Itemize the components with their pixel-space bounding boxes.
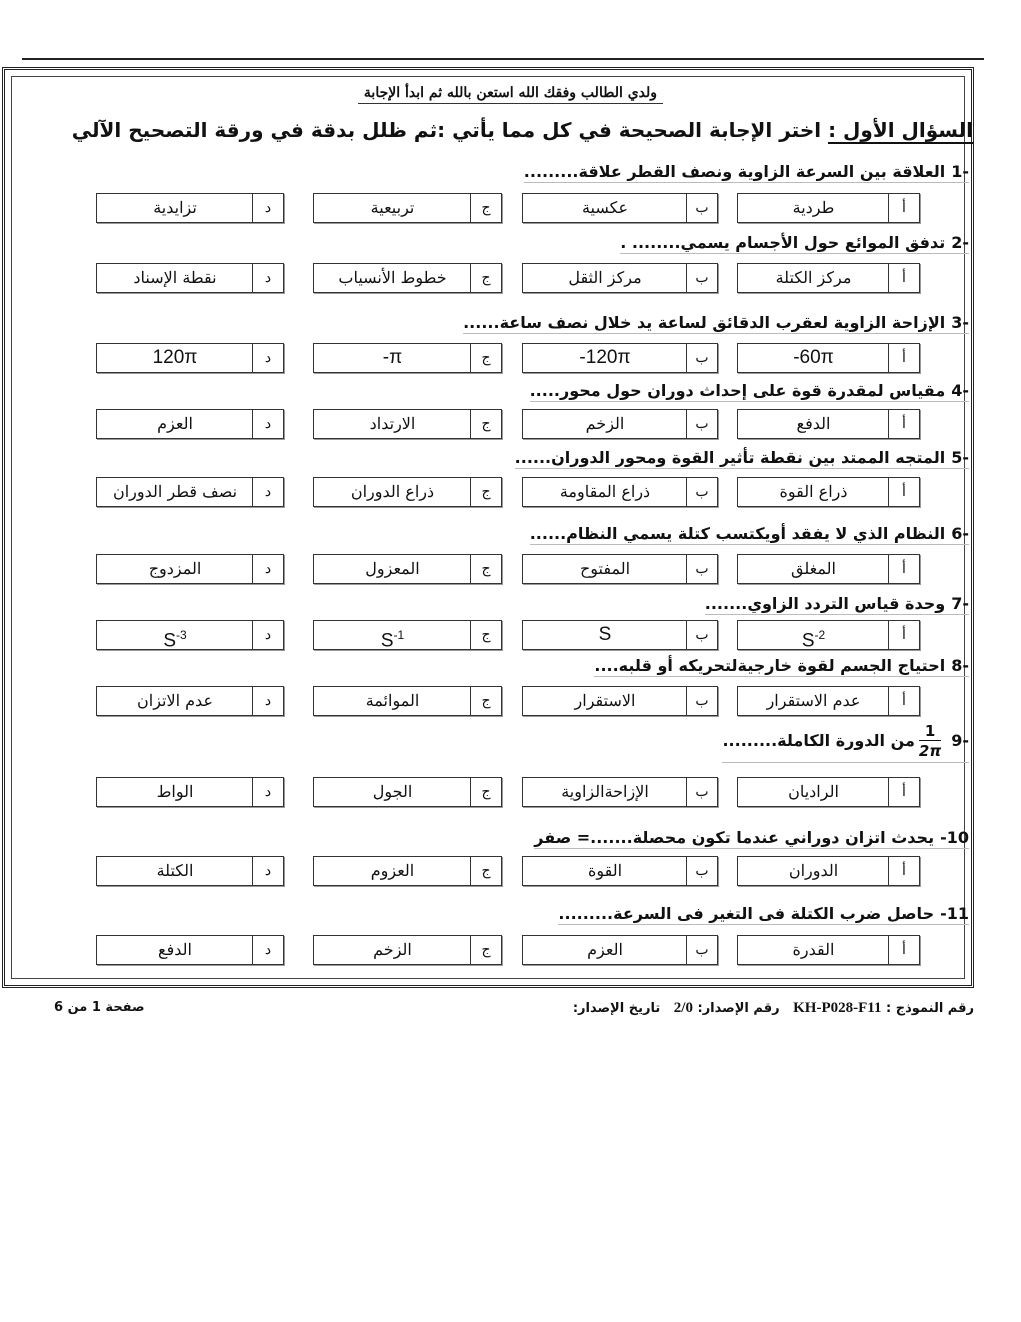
option-box[interactable] [522, 777, 718, 807]
option-box[interactable] [96, 263, 284, 293]
option-text: العزم [587, 940, 623, 959]
option-box[interactable] [96, 193, 284, 223]
question-number: -8 [951, 656, 969, 675]
option-text: العزوم [370, 861, 415, 880]
option-text: عدم الاستقرار [766, 691, 861, 710]
option-box[interactable] [737, 193, 920, 223]
question-number: -7 [951, 594, 969, 613]
option-letter: د [252, 936, 283, 964]
option-box[interactable] [522, 477, 718, 507]
option-text: الموائمة [365, 691, 420, 710]
question-4-text: -4مقياس لمقدرة قوة على إحداث دوران حول محور..... [529, 381, 969, 400]
question-8-text: -8احتياج الجسم لقوة خارجيةلتحريكه أو قلبه.... [594, 656, 969, 675]
option-letter: أ [888, 778, 919, 806]
option-letter: ب [686, 778, 717, 806]
question-10-text: 10-يحدث اتزان دوراني عندما تكون محصلة.......= صفر [534, 828, 969, 847]
option-text: تربيعية [370, 198, 415, 217]
option-letter: د [252, 344, 283, 372]
option-box[interactable] [522, 409, 718, 439]
option-letter: أ [888, 687, 919, 715]
salutation: ولدي الطالب وفقك الله استعن بالله ثم ابدأ الإجابة [0, 85, 1021, 101]
option-text: $S^{-3}$ [163, 628, 187, 652]
option-letter: ب [686, 621, 717, 649]
option-text: الكتلة [156, 861, 194, 880]
option-letter: ج [470, 857, 501, 885]
option-box[interactable] [96, 686, 284, 716]
option-text: نقطة الإسناد [133, 268, 217, 287]
option-box[interactable] [737, 777, 920, 807]
option-text: المفتوح [579, 559, 631, 578]
option-text: الراديان [788, 782, 839, 801]
option-text: الجول [372, 782, 413, 801]
question-9-text: -9 $\frac{1}{2\pi}$ من الدورة الكاملة......... [722, 722, 969, 763]
option-box[interactable] [737, 935, 920, 965]
option-letter: أ [888, 621, 919, 649]
question-number: -4 [951, 381, 969, 400]
option-letter: أ [888, 555, 919, 583]
question-number: -3 [951, 313, 969, 332]
option-text: تزايدية [153, 198, 197, 217]
option-box[interactable] [737, 477, 920, 507]
option-letter: ج [470, 555, 501, 583]
option-box[interactable] [313, 193, 502, 223]
option-text: طردية [792, 198, 835, 217]
option-letter: ب [686, 410, 717, 438]
option-box[interactable] [96, 477, 284, 507]
option-box[interactable] [737, 343, 920, 373]
option-text: الارتداد [369, 414, 416, 433]
option-letter: ج [470, 687, 501, 715]
option-text: الواط [156, 782, 194, 801]
option-box[interactable] [313, 856, 502, 886]
option-text: ذراع الدوران [350, 482, 435, 501]
option-letter: ج [470, 264, 501, 292]
option-letter: أ [888, 857, 919, 885]
option-box[interactable] [313, 343, 502, 373]
fraction: $\frac{1}{2\pi}$ [918, 722, 942, 760]
option-letter: د [252, 410, 283, 438]
option-box[interactable] [313, 409, 502, 439]
option-box[interactable] [737, 263, 920, 293]
question-number: -5 [951, 448, 969, 467]
option-box[interactable] [313, 477, 502, 507]
question-2-text: -2تدفق الموائع حول الأجسام يسمي........ . [620, 233, 969, 252]
question-number: -9 [951, 731, 969, 750]
question-6-text: -6النظام الذي لا يفقد أويكتسب كتلة يسمي النظام...... [529, 524, 969, 543]
option-box[interactable] [96, 554, 284, 584]
option-letter: د [252, 264, 283, 292]
option-box[interactable] [737, 686, 920, 716]
option-text: S [598, 624, 612, 645]
option-text: نصف قطر الدوران [112, 482, 238, 501]
option-letter: ب [686, 857, 717, 885]
option-letter: أ [888, 936, 919, 964]
option-text: الزخم [373, 940, 412, 959]
option-box[interactable] [522, 263, 718, 293]
option-letter: أ [888, 264, 919, 292]
option-letter: ب [686, 344, 717, 372]
option-box[interactable] [313, 935, 502, 965]
option-text: $S^{-2}$ [801, 628, 826, 652]
option-text: ذراع المقاومة [559, 482, 651, 501]
option-letter: ج [470, 478, 501, 506]
question-instruction: اختر الإجابة الصحيحة في كل مما يأتي :ثم ظلل بدقة في ورقة التصحيح الآلي [71, 118, 822, 142]
option-box[interactable] [522, 856, 718, 886]
option-box[interactable] [96, 620, 284, 650]
option-text: -60π [793, 347, 834, 368]
option-text: 120π [152, 347, 198, 368]
option-text: $S^{-1}$ [380, 628, 405, 652]
option-box[interactable] [522, 554, 718, 584]
option-letter: ب [686, 555, 717, 583]
question-number: -6 [951, 524, 969, 543]
option-text: الدفع [158, 940, 192, 959]
option-box[interactable] [96, 935, 284, 965]
option-letter: ب [686, 687, 717, 715]
page-number: صفحة 1 من 6 [54, 1000, 145, 1015]
option-letter: د [252, 857, 283, 885]
option-letter: د [252, 687, 283, 715]
option-letter: ج [470, 778, 501, 806]
question-header [72, 118, 973, 142]
question-number: 10- [940, 828, 969, 847]
form-code: KH-P028-F11 [793, 1000, 882, 1016]
option-box[interactable] [96, 777, 284, 807]
question-number: 11- [940, 904, 969, 923]
option-letter: د [252, 478, 283, 506]
option-text: -120π [579, 347, 631, 368]
option-letter: د [252, 621, 283, 649]
question-11-text: 11-حاصل ضرب الكتلة فى التغير فى السرعة......... [558, 904, 969, 923]
option-letter: ج [470, 344, 501, 372]
option-box[interactable] [737, 409, 920, 439]
question-5-text: -5المتجه الممتد بين نقطة تأثير القوة ومحور الدوران...... [514, 448, 969, 467]
option-box[interactable] [313, 263, 502, 293]
option-letter: ب [686, 264, 717, 292]
option-letter: ج [470, 621, 501, 649]
option-box[interactable] [522, 686, 718, 716]
option-letter: د [252, 555, 283, 583]
option-text: المعزول [365, 559, 420, 578]
option-letter: أ [888, 478, 919, 506]
option-text: القدرة [792, 940, 835, 959]
option-box[interactable] [313, 777, 502, 807]
option-text: الاستقرار [574, 691, 636, 710]
option-text: خطوط الأنسياب [338, 268, 447, 287]
option-box[interactable] [96, 409, 284, 439]
option-text: -π [382, 347, 403, 368]
option-text: المغلق [791, 559, 836, 578]
question-1-text: -1العلاقة بين السرعة الزاوية ونصف القطر علاقة......... [523, 162, 969, 181]
option-letter: ب [686, 478, 717, 506]
option-box[interactable] [737, 554, 920, 584]
question-number: -2 [951, 233, 969, 252]
option-text: ذراع القوة [779, 482, 848, 501]
option-text: العزم [157, 414, 193, 433]
option-letter: ج [470, 936, 501, 964]
question-3-text: -3الإزاحة الزاوية لعقرب الدقائق لساعة يد خلال نصف ساعة...... [463, 313, 969, 332]
option-letter: ب [686, 936, 717, 964]
option-text: الدفع [796, 414, 831, 433]
option-box[interactable] [96, 343, 284, 373]
option-box[interactable] [737, 856, 920, 886]
option-text: عدم الاتزان [137, 691, 213, 710]
option-box[interactable] [522, 935, 718, 965]
option-text: الزخم [585, 414, 625, 433]
option-box[interactable] [522, 193, 718, 223]
option-text: القوة [587, 861, 623, 880]
option-box[interactable] [737, 620, 920, 650]
option-text: الدوران [788, 861, 839, 880]
option-box[interactable] [313, 620, 502, 650]
footer-form-info: رقم النموذج : KH-P028-F11 رقم الإصدار: 2/0 تاريخ الإصدار: [572, 1000, 974, 1016]
question-lead: السؤال الأول : [828, 118, 973, 142]
question-7-text: -7وحدة قياس التردد الزاوي....... [704, 594, 969, 613]
option-box[interactable] [522, 343, 718, 373]
option-box[interactable] [96, 856, 284, 886]
top-rule [22, 58, 984, 60]
option-letter: أ [888, 344, 919, 372]
option-box[interactable] [313, 686, 502, 716]
option-letter: د [252, 194, 283, 222]
option-text: الإزاحةالزاوية [561, 782, 649, 801]
option-text: عكسية [581, 198, 629, 217]
option-box[interactable] [522, 620, 718, 650]
option-letter: أ [888, 410, 919, 438]
option-letter: ج [470, 194, 501, 222]
option-box[interactable] [313, 554, 502, 584]
question-number: -1 [951, 162, 969, 181]
option-text: مركز الكتلة [775, 268, 852, 287]
option-text: المزدوج [148, 559, 202, 578]
option-letter: ج [470, 410, 501, 438]
option-letter: أ [888, 194, 919, 222]
option-text: مركز الثقل [568, 268, 642, 287]
option-letter: د [252, 778, 283, 806]
option-letter: ب [686, 194, 717, 222]
